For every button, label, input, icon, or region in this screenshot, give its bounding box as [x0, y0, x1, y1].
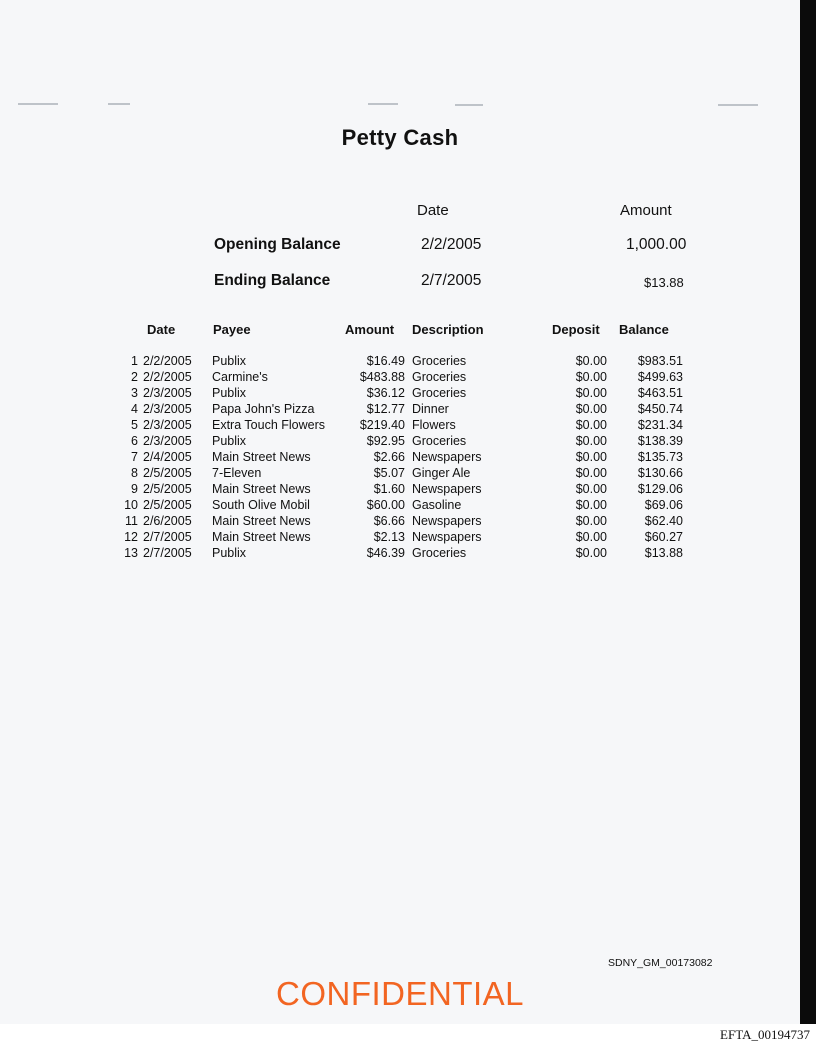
row-payee: Papa John's Pizza: [212, 402, 315, 416]
row-payee: Main Street News: [212, 450, 311, 464]
row-balance: $130.66: [637, 466, 683, 480]
table-row: [0, 370, 800, 386]
opening-balance-amount: 1,000.00: [626, 236, 687, 253]
table-row: [0, 546, 800, 562]
row-date: 2/6/2005: [143, 514, 192, 528]
table-row: [0, 450, 800, 466]
row-deposit: $0.00: [575, 418, 607, 432]
row-description: Newspapers: [412, 482, 482, 496]
row-amount: $5.07: [373, 466, 405, 480]
row-payee: South Olive Mobil: [212, 498, 310, 512]
row-number: 9: [131, 482, 138, 496]
row-description: Groceries: [412, 354, 467, 368]
row-deposit: $0.00: [575, 354, 607, 368]
row-description: Groceries: [412, 386, 467, 400]
row-description: Gasoline: [412, 498, 462, 512]
column-header-deposit: Deposit: [552, 322, 600, 337]
column-header-date: Date: [147, 322, 176, 337]
row-deposit: $0.00: [575, 450, 607, 464]
row-amount: $6.66: [373, 514, 405, 528]
ending-balance-label: Ending Balance: [214, 272, 331, 289]
scan-artifact: [455, 104, 483, 106]
row-balance: $62.40: [644, 514, 683, 528]
row-deposit: $0.00: [575, 402, 607, 416]
row-balance: $231.34: [637, 418, 683, 432]
row-payee: Main Street News: [212, 530, 311, 544]
row-payee: Publix: [212, 546, 247, 560]
row-number: 13: [124, 546, 138, 560]
row-balance: $129.06: [637, 482, 683, 496]
table-row: [0, 354, 800, 370]
row-date: 2/5/2005: [143, 498, 192, 512]
row-deposit: $0.00: [575, 498, 607, 512]
row-amount: $483.88: [359, 370, 405, 384]
row-balance: $138.39: [637, 434, 683, 448]
table-row: [0, 386, 800, 402]
row-amount: $60.00: [366, 498, 405, 512]
row-number: 7: [131, 450, 138, 464]
row-number: 5: [131, 418, 138, 432]
row-date: 2/5/2005: [143, 466, 192, 480]
scan-artifact: [368, 103, 398, 105]
row-amount: $46.39: [366, 546, 405, 560]
row-description: Newspapers: [412, 450, 482, 464]
row-amount: $2.66: [373, 450, 405, 464]
row-amount: $36.12: [366, 386, 405, 400]
bates-number: SDNY_GM_00173082: [608, 957, 713, 969]
row-deposit: $0.00: [575, 482, 607, 496]
row-description: Flowers: [412, 418, 456, 432]
row-number: 1: [131, 354, 138, 368]
row-deposit: $0.00: [575, 546, 607, 560]
row-number: 4: [131, 402, 138, 416]
row-date: 2/3/2005: [143, 386, 192, 400]
document-title: Petty Cash: [341, 125, 459, 150]
row-amount: $92.95: [366, 434, 405, 448]
row-balance: $450.74: [637, 402, 683, 416]
row-amount: $1.60: [373, 482, 405, 496]
row-date: 2/5/2005: [143, 482, 192, 496]
row-date: 2/4/2005: [143, 450, 192, 464]
table-row: [0, 402, 800, 418]
row-deposit: $0.00: [575, 370, 607, 384]
row-balance: $983.51: [637, 354, 683, 368]
table-row: [0, 482, 800, 498]
row-description: Groceries: [412, 370, 467, 384]
row-payee: Publix: [212, 386, 247, 400]
row-number: 11: [125, 514, 138, 528]
table-row: [0, 530, 800, 546]
table-row: [0, 514, 800, 530]
row-balance: $463.51: [637, 386, 683, 400]
scan-border: [800, 0, 816, 1024]
row-deposit: $0.00: [575, 530, 607, 544]
row-number: 12: [124, 530, 138, 544]
row-number: 10: [124, 498, 138, 512]
row-description: Ginger Ale: [412, 466, 471, 480]
opening-balance-date: 2/2/2005: [421, 236, 482, 253]
row-deposit: $0.00: [575, 434, 607, 448]
row-balance: $135.73: [637, 450, 683, 464]
row-payee: Publix: [212, 434, 247, 448]
row-date: 2/2/2005: [143, 370, 192, 384]
row-description: Groceries: [412, 434, 467, 448]
row-payee: Publix: [212, 354, 247, 368]
row-balance: $13.88: [644, 546, 683, 560]
scan-artifact: [108, 103, 130, 105]
table-row: [0, 466, 800, 482]
scan-artifact: [18, 103, 58, 105]
row-number: 3: [131, 386, 138, 400]
row-date: 2/7/2005: [143, 530, 192, 544]
row-payee: 7-Eleven: [212, 466, 262, 480]
row-description: Newspapers: [412, 530, 482, 544]
row-deposit: $0.00: [575, 514, 607, 528]
column-header-description: Description: [412, 322, 484, 337]
summary-amount-header: Amount: [620, 202, 672, 219]
row-amount: $2.13: [373, 530, 405, 544]
row-balance: $60.27: [644, 530, 683, 544]
table-row: [0, 498, 800, 514]
row-number: 2: [131, 370, 138, 384]
table-row: [0, 418, 800, 434]
summary-date-header: Date: [417, 202, 449, 219]
column-header-payee: Payee: [213, 322, 251, 337]
row-description: Groceries: [412, 546, 467, 560]
row-balance: $69.06: [644, 498, 683, 512]
scan-artifact: [718, 104, 758, 106]
row-payee: Main Street News: [212, 514, 311, 528]
row-description: Dinner: [412, 402, 449, 416]
ending-balance-amount: $13.88: [644, 275, 684, 290]
row-balance: $499.63: [637, 370, 683, 384]
row-date: 2/3/2005: [143, 402, 192, 416]
row-date: 2/7/2005: [143, 546, 192, 560]
row-number: 8: [131, 466, 138, 480]
column-header-balance: Balance: [619, 322, 669, 337]
efta-number: EFTA_00194737: [720, 1027, 810, 1042]
opening-balance-label: Opening Balance: [214, 236, 341, 253]
row-payee: Main Street News: [212, 482, 311, 496]
row-amount: $12.77: [366, 402, 405, 416]
row-number: 6: [131, 434, 138, 448]
column-header-amount: Amount: [345, 322, 395, 337]
row-date: 2/3/2005: [143, 418, 192, 432]
row-payee: Extra Touch Flowers: [212, 418, 326, 432]
row-amount: $16.49: [366, 354, 405, 368]
row-payee: Carmine's: [212, 370, 268, 384]
row-deposit: $0.00: [575, 386, 607, 400]
row-date: 2/2/2005: [143, 354, 192, 368]
row-description: Newspapers: [412, 514, 482, 528]
confidential-stamp: CONFIDENTIAL: [275, 975, 525, 1012]
row-date: 2/3/2005: [143, 434, 192, 448]
row-deposit: $0.00: [575, 466, 607, 480]
table-row: [0, 434, 800, 450]
row-amount: $219.40: [359, 418, 405, 432]
ending-balance-date: 2/7/2005: [421, 272, 482, 289]
